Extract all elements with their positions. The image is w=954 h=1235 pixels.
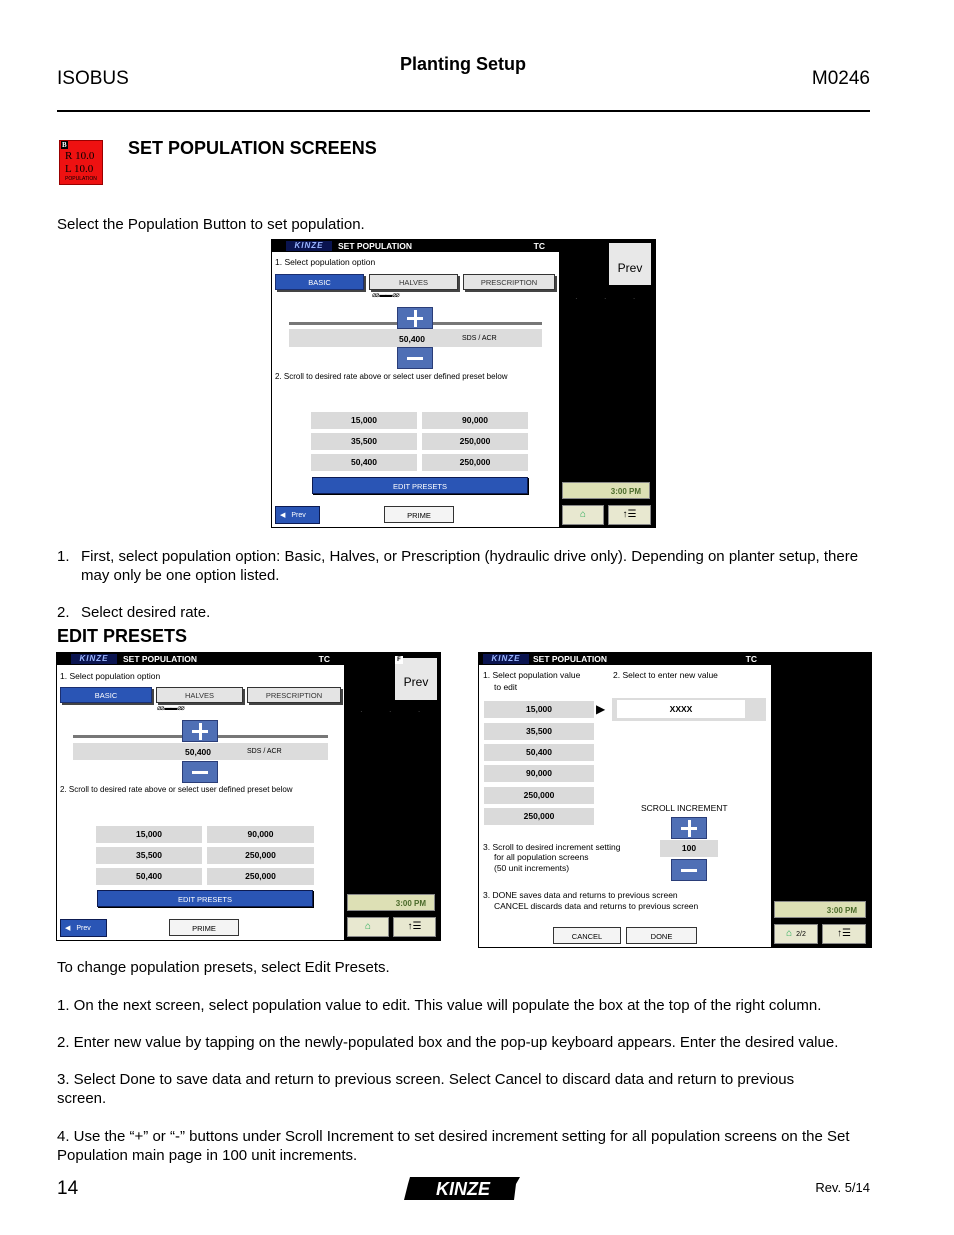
tab-prescription[interactable]: PRESCRIPTION	[247, 687, 341, 703]
tab-prescription[interactable]: PRESCRIPTION	[463, 274, 555, 290]
edit-step2-label: 2. Select to enter new value	[613, 670, 718, 680]
row-unit-icon: ⌀⌀ ▬▬ ⌀⌀	[157, 705, 184, 712]
edit-step4-label-line2: CANCEL discards data and returns to previous screen	[494, 901, 699, 911]
preset-button[interactable]: 250,000	[422, 433, 528, 450]
preset-button[interactable]: 250,000	[422, 454, 528, 471]
kinze-logo: KINZE	[71, 654, 117, 664]
page-header-title: Planting Setup	[400, 54, 526, 74]
header-left: ISOBUS	[57, 68, 129, 89]
increment-minus-button[interactable]	[671, 859, 707, 881]
screen-titlebar	[272, 240, 559, 252]
value-button[interactable]: 35,500	[484, 723, 594, 740]
body-paragraph: 2. Enter new value by tapping on the newly-populated box and the pop-up keyboard appears. Enter the desired value.	[57, 1034, 839, 1051]
body-paragraph: 1. On the next screen, select population value to edit. This value will populate the box at the top of the right column.	[57, 997, 822, 1014]
edit-presets-button[interactable]: EDIT PRESETS	[312, 477, 528, 494]
edit-step3-label: 3. Scroll to desired increment setting	[483, 842, 621, 852]
page-indicator: 2/2	[796, 931, 806, 938]
prev-label: Prev	[291, 512, 306, 519]
rate-plus-button[interactable]	[397, 307, 433, 329]
footer-logo-text: KINZE	[436, 1179, 490, 1199]
increment-value: 100	[660, 840, 718, 857]
body-paragraph: 3. Select Done to save data and return to previous screen. Select Cancel to discard data and return to previous screen.	[57, 1071, 795, 1107]
pop-icon-r: R 10.0	[65, 150, 95, 162]
pop-icon-b: B	[62, 141, 67, 149]
upload-menu-icon[interactable]: ↑☰	[393, 917, 436, 937]
cancel-button[interactable]: CANCEL	[553, 927, 621, 944]
home-icon[interactable]: ⌂	[562, 505, 604, 525]
value-button[interactable]: 15,000	[484, 701, 594, 718]
prev-softkey[interactable]: Prev	[395, 658, 437, 700]
kinze-logo: KINZE	[286, 241, 332, 251]
prev-label: Prev	[76, 925, 91, 932]
page-number: 14	[57, 1178, 79, 1199]
kinze-logo: KINZE	[483, 654, 529, 664]
prime-button[interactable]: PRIME	[169, 919, 239, 936]
preset-button[interactable]: 50,400	[96, 868, 202, 885]
value-button[interactable]: 50,400	[484, 744, 594, 761]
section-title-edit-presets: EDIT PRESETS	[57, 626, 188, 646]
f-key-label: F	[395, 656, 403, 664]
screen-main-area	[272, 240, 559, 527]
prime-button[interactable]: PRIME	[384, 506, 454, 523]
edit-presets-button[interactable]: EDIT PRESETS	[97, 890, 313, 907]
population-icon	[59, 140, 103, 185]
prev-button[interactable]	[60, 919, 107, 937]
screen-titlebar	[479, 653, 771, 665]
header-manual-number: M0246	[811, 68, 870, 89]
rate-minus-button[interactable]	[182, 761, 218, 783]
clock-display: 3:00 PM	[562, 482, 650, 499]
preset-button[interactable]: 50,400	[311, 454, 417, 471]
selected-arrow-icon: ▶	[596, 702, 606, 716]
preset-button[interactable]: 250,000	[207, 847, 314, 864]
rate-value: 50,400	[185, 747, 211, 757]
tab-halves[interactable]: HALVES	[369, 274, 458, 290]
home-icon[interactable]: ⌂ 2/2	[774, 924, 818, 944]
prev-button[interactable]	[275, 506, 320, 524]
upload-menu-icon[interactable]: ↑☰	[608, 505, 651, 525]
body-paragraph: To change population presets, select Edit Presets.	[57, 959, 390, 976]
preset-button[interactable]: 90,000	[422, 412, 528, 429]
section-title-set-population: SET POPULATION SCREENS	[128, 138, 377, 158]
preset-button[interactable]: 15,000	[96, 826, 202, 843]
tc-label: TC	[533, 241, 545, 251]
new-value-field[interactable]: XXXX	[617, 700, 745, 718]
home-icon[interactable]: ⌂	[347, 917, 389, 937]
scroll-increment-label: SCROLL INCREMENT	[641, 803, 728, 813]
screen-title: SET POPULATION	[533, 654, 607, 664]
upload-menu-icon[interactable]: ↑☰	[822, 924, 866, 944]
preset-button[interactable]: 35,500	[96, 847, 202, 864]
edit-presets-screen	[478, 652, 872, 948]
tab-basic[interactable]: BASIC	[275, 274, 364, 290]
screen-main-area	[479, 653, 771, 947]
tc-label: TC	[745, 654, 757, 664]
screen-main-area	[57, 653, 344, 940]
edit-step1-label: 1. Select population value	[483, 670, 581, 680]
rate-minus-button[interactable]	[397, 347, 433, 369]
step1-label: 1. Select population option	[60, 671, 161, 681]
preset-button[interactable]: 250,000	[207, 868, 314, 885]
screen-title: SET POPULATION	[123, 654, 197, 664]
increment-plus-button[interactable]	[671, 817, 707, 839]
rate-unit: SDS / ACR	[247, 748, 282, 755]
set-population-screen-2	[56, 652, 441, 941]
screen-title: SET POPULATION	[338, 241, 412, 251]
edit-step1-label-line2: to edit	[494, 682, 518, 692]
step2-label: 2. Scroll to desired rate above or select user defined preset below	[275, 372, 508, 381]
pop-icon-l: L 10.0	[65, 163, 94, 175]
rate-plus-button[interactable]	[182, 720, 218, 742]
preset-button[interactable]: 15,000	[311, 412, 417, 429]
body-paragraph: 4. Use the “+” or “-” buttons under Scroll Increment to set desired increment setting for all population screens on the Set Population main page in 100 unit increments.	[57, 1128, 850, 1164]
revision-label: Rev. 5/14	[815, 1180, 870, 1195]
tc-label: TC	[318, 654, 330, 664]
rate-value: 50,400	[399, 334, 425, 344]
step2-label: 2. Scroll to desired rate above or select user defined preset below	[60, 785, 293, 794]
header-divider	[57, 110, 870, 112]
clock-display: 3:00 PM	[774, 901, 866, 918]
value-button[interactable]: 250,000	[484, 787, 594, 804]
step-text: Select desired rate.	[81, 604, 211, 621]
pager-dots: · · ·	[575, 294, 648, 303]
value-button[interactable]: 250,000	[484, 808, 594, 825]
edit-step3-label-line2: for all population screens	[494, 852, 589, 862]
preset-button[interactable]: 90,000	[207, 826, 314, 843]
pop-icon-label: POPULATION	[65, 176, 97, 182]
screen-titlebar	[57, 653, 344, 665]
kinze-footer-logo	[404, 1176, 522, 1201]
prev-softkey[interactable]: Prev	[609, 243, 651, 285]
tab-halves[interactable]: HALVES	[156, 687, 243, 703]
left-arrow-icon: ◀	[65, 925, 71, 932]
left-arrow-icon: ◀	[280, 512, 286, 519]
step-number: 1.	[57, 548, 70, 565]
tab-basic[interactable]: BASIC	[60, 687, 152, 703]
rate-unit: SDS / ACR	[462, 335, 497, 342]
value-button[interactable]: 90,000	[484, 765, 594, 782]
step-text: First, select population option: Basic, Halves, or Prescription (hydraulic drive only). Depending on planter setup, there may only be one option listed.	[81, 548, 859, 584]
edit-step4-label: 3. DONE saves data and returns to previous screen	[483, 890, 678, 900]
done-button[interactable]: DONE	[626, 927, 697, 944]
edit-step3-label-line3: (50 unit increments)	[494, 863, 570, 873]
step1-label: 1. Select population option	[275, 257, 376, 267]
intro-text: Select the Population Button to set population.	[57, 216, 365, 233]
set-population-screen-1	[271, 239, 656, 528]
row-unit-icon: ⌀⌀ ▬▬ ⌀⌀	[372, 292, 399, 299]
pager-dots: · · ·	[360, 707, 433, 716]
step-number: 2.	[57, 604, 70, 621]
clock-display: 3:00 PM	[347, 894, 435, 911]
preset-button[interactable]: 35,500	[311, 433, 417, 450]
